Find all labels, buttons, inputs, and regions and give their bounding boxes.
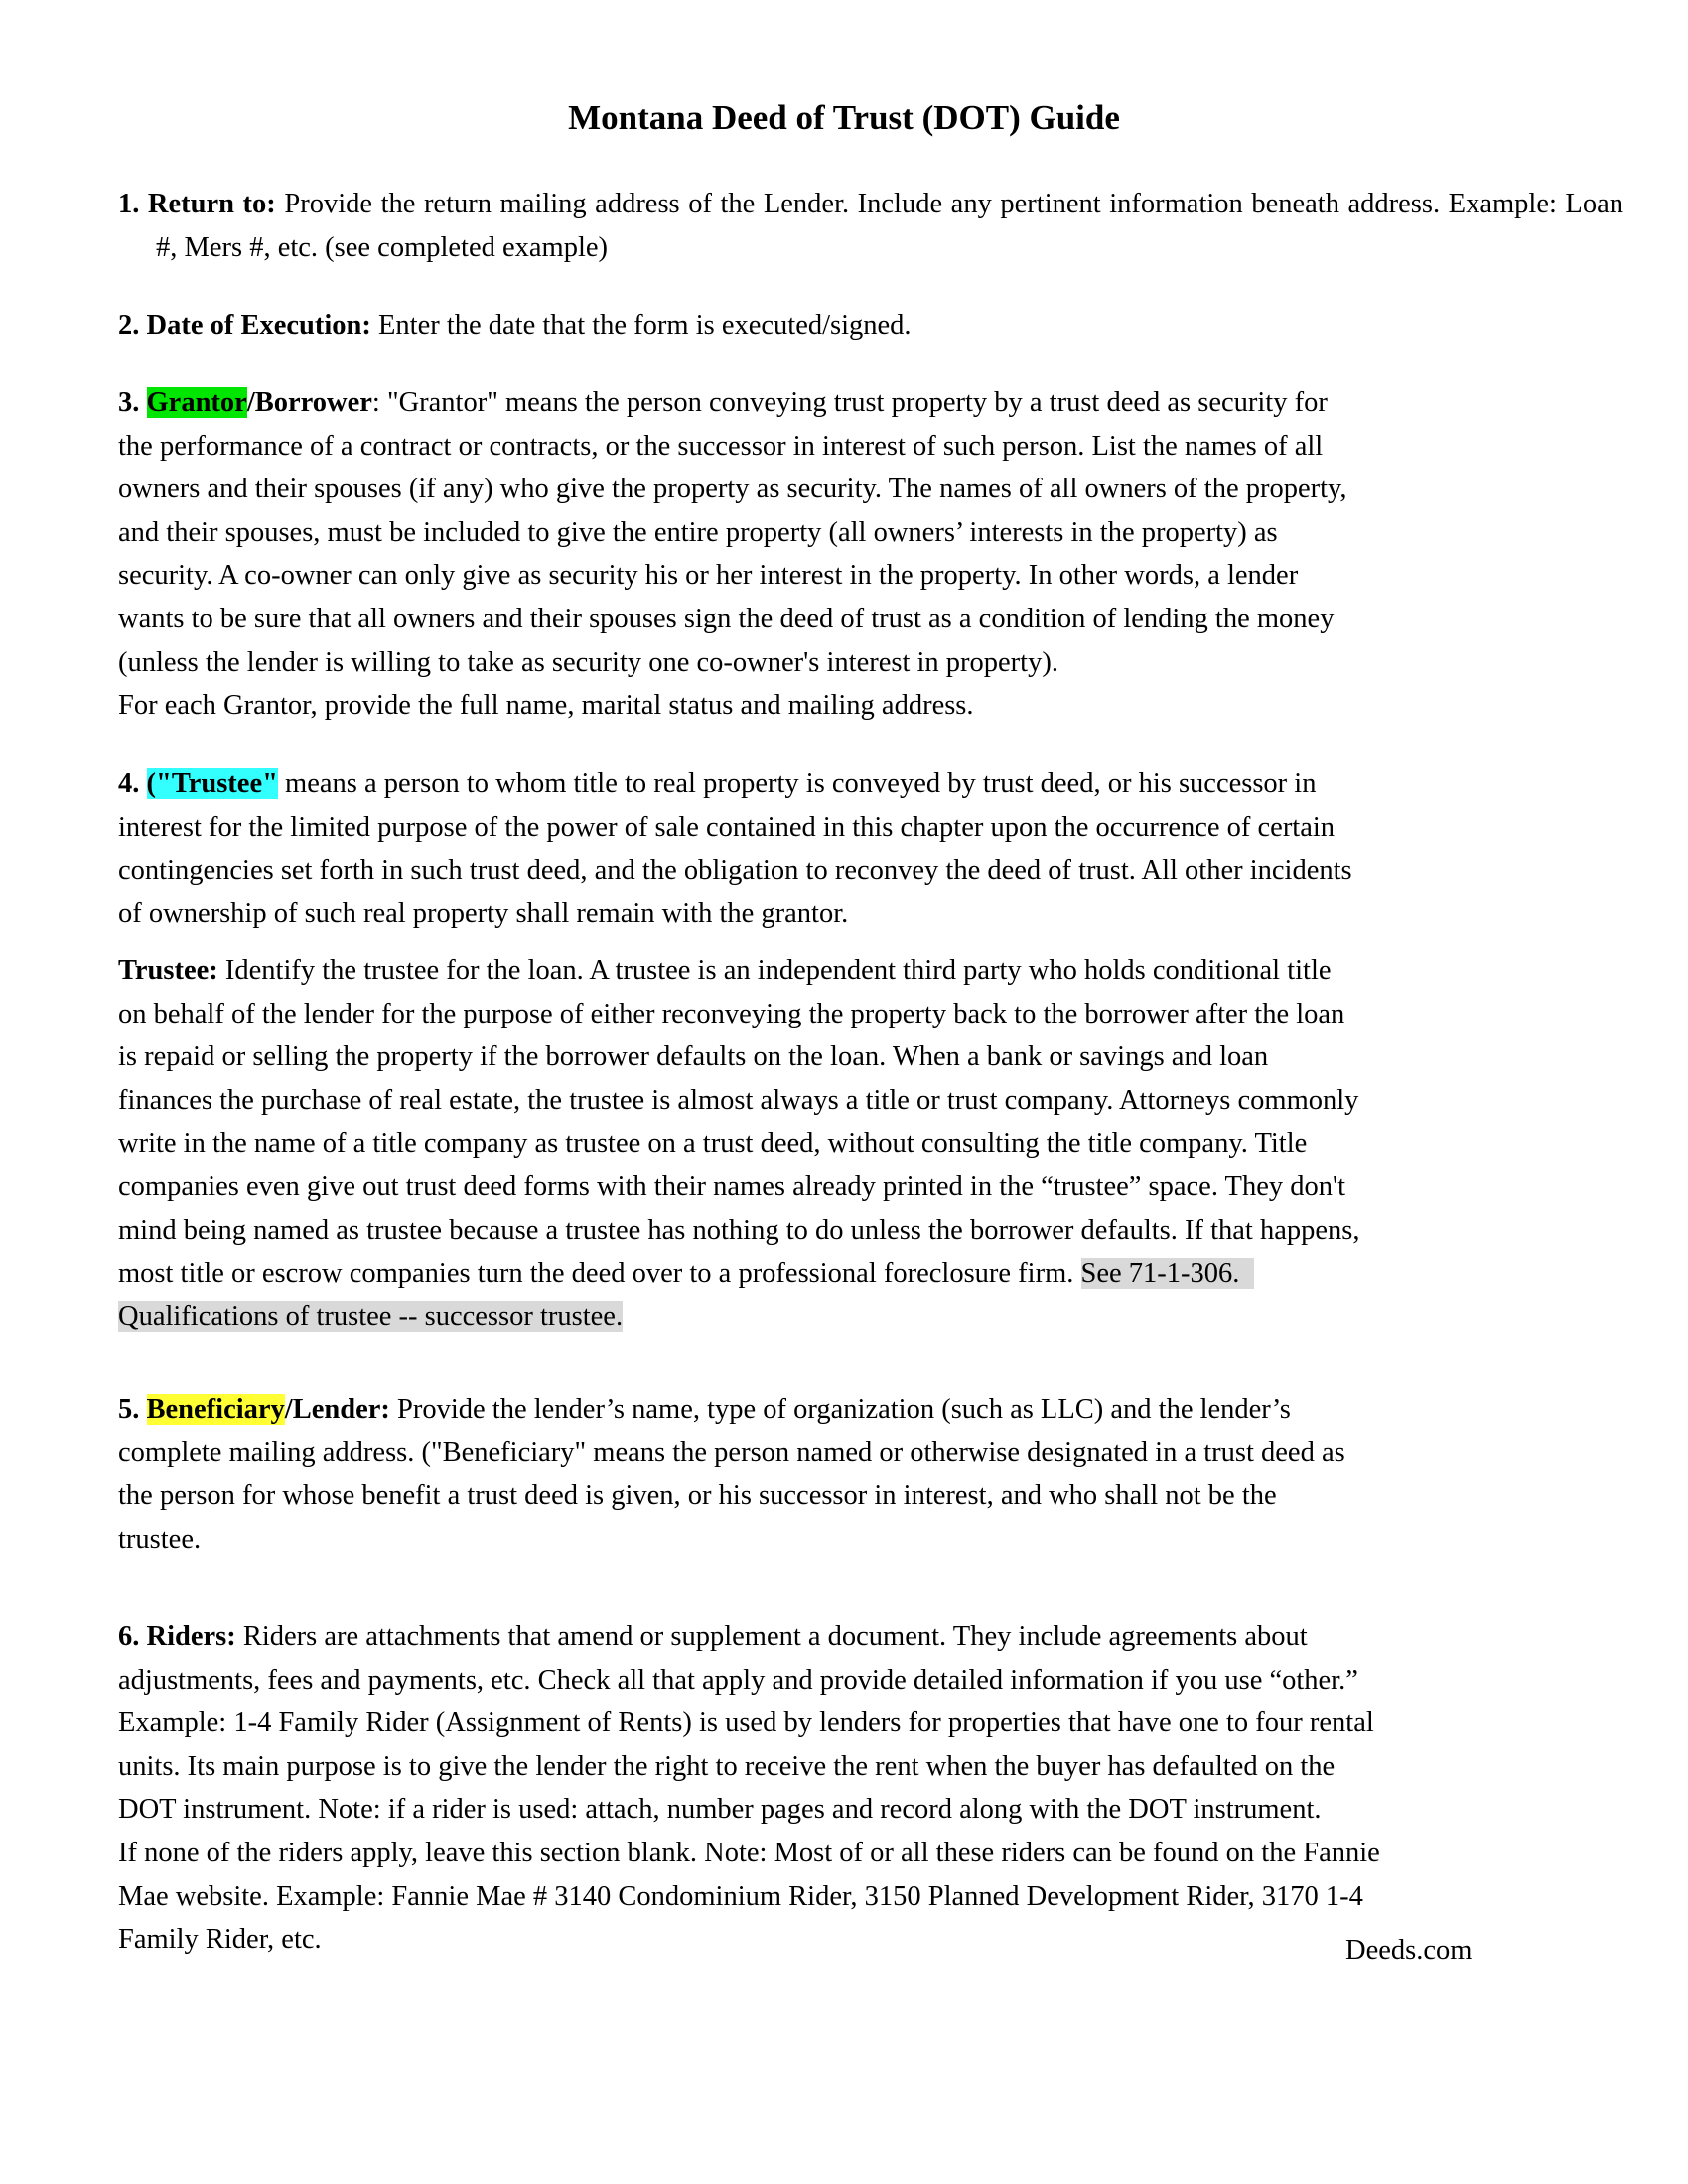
text-line: : "Grantor" means the person conveying trust property by a trust deed as security for <box>371 387 1328 418</box>
text-line: complete mailing address. ("Beneficiary" means the person named or otherwise designated in a trust deed as <box>118 1436 1345 1468</box>
text-line: Example: 1-4 Family Rider (Assignment of Rents) is used by lenders for properties that have one to four rental <box>118 1707 1374 1739</box>
grantor-highlight: Grantor <box>146 387 247 418</box>
text-line: finances the purchase of real estate, the trustee is almost always a title or trust company. Attorneys commonly <box>118 1084 1359 1116</box>
text-line: For each Grantor, provide the full name, marital status and mailing address. <box>118 690 974 722</box>
section-label: Trustee: <box>118 955 218 986</box>
text-line: units. Its main purpose is to give the lender the right to receive the rent when the buyer has defaulted on the <box>118 1750 1336 1782</box>
footer-brand: Deeds.com <box>1345 1935 1473 1966</box>
beneficiary-highlight: Beneficiary <box>146 1394 285 1425</box>
section-number: 5. <box>118 1394 147 1425</box>
text-line: of ownership of such real property shall remain with the grantor. <box>118 897 849 929</box>
text-line: security. A co-owner can only give as security his or her interest in the property. In other words, a lender <box>118 560 1299 592</box>
text-line: most title or escrow companies turn the deed over to a professional foreclosure firm. <box>118 1258 1081 1290</box>
section-grantor <box>118 381 1588 728</box>
section-beneficiary <box>118 1388 1588 1561</box>
text-line: If none of the riders apply, leave this section blank. Note: Most of or all these riders can be found on the Fannie <box>118 1837 1380 1868</box>
section-label: 6. Riders: <box>118 1621 236 1652</box>
section-label: /Borrower <box>246 387 372 418</box>
text-line: the person for whose benefit a trust deed is given, or his successor in interest, and who shall not be the <box>118 1480 1277 1512</box>
text-line: Identify the trustee for the loan. A trustee is an independent third party who holds conditional title <box>217 955 1332 986</box>
section-number: 4. <box>118 768 147 799</box>
text-line: trustee. <box>118 1523 202 1555</box>
text-line: mind being named as trustee because a trustee has nothing to do unless the borrower defaults. If that happens, <box>118 1214 1360 1246</box>
section-trustee-guidance <box>118 949 1588 1338</box>
text-line: Provide the lender’s name, type of organization (such as LLC) and the lender’s <box>389 1394 1291 1425</box>
text-line: Riders are attachments that amend or supplement a document. They include agreements about <box>235 1621 1308 1652</box>
text-line: interest for the limited purpose of the power of sale contained in this chapter upon the occurrence of certain <box>118 811 1336 843</box>
section-label: 1. Return to: <box>118 189 276 219</box>
text-line: (unless the lender is willing to take as security one co-owner's interest in property). <box>118 646 1058 678</box>
trustee-highlight: ("Trustee" <box>146 768 278 799</box>
text-line: means a person to whom title to real property is conveyed by trust deed, or his successor in <box>277 768 1317 799</box>
section-text: Enter the date that the form is executed/signed. <box>370 310 912 341</box>
text-line: write in the name of a title company as trustee on a trust deed, without consulting the title company. Title <box>118 1128 1308 1160</box>
text-line: Family Rider, etc. <box>118 1924 322 1956</box>
section-text: Provide the return mailing address of the Lender. Include any pertinent information beneath address. Example: Loan #, Mers #, etc. (see completed example) <box>156 189 1623 263</box>
section-label: 2. Date of Execution: <box>118 310 371 341</box>
text-line: DOT instrument. Note: if a rider is used: attach, number pages and record along with the DOT instrument. <box>118 1794 1322 1826</box>
statute-reference-title: Qualifications of trustee -- successor trustee. <box>118 1300 624 1332</box>
text-line: and their spouses, must be included to give the entire property (all owners’ interests in the property) as <box>118 516 1278 548</box>
section-trustee-definition <box>118 762 1588 935</box>
text-line: is repaid or selling the property if the borrower defaults on the loan. When a bank or savings and loan <box>118 1041 1269 1073</box>
text-line: on behalf of the lender for the purpose of either reconveying the property back to the borrower after the loan <box>118 998 1345 1029</box>
section-riders <box>118 1615 1588 1962</box>
text-line: wants to be sure that all owners and their spouses sign the deed of trust as a condition of lending the money <box>118 603 1335 634</box>
text-line: adjustments, fees and payments, etc. Check all that apply and provide detailed information if you use “other.” <box>118 1664 1358 1696</box>
text-line: the performance of a contract or contracts, or the successor in interest of such person. List the names of all <box>118 430 1324 462</box>
section-label: /Lender: <box>284 1394 390 1425</box>
text-line: contingencies set forth in such trust deed, and the obligation to reconvey the deed of trust. All other incidents <box>118 855 1352 887</box>
page-title: Montana Deed of Trust (DOT) Guide <box>568 98 1120 137</box>
section-date-of-execution <box>118 304 1568 347</box>
text-line: owners and their spouses (if any) who give the property as security. The names of all owners of the property, <box>118 474 1347 505</box>
section-number: 3. <box>118 387 147 418</box>
section-return-to <box>118 183 1623 269</box>
text-line: companies even give out trust deed forms with their names already printed in the “trustee” space. They don't <box>118 1170 1346 1202</box>
text-line: Mae website. Example: Fannie Mae # 3140 Condominium Rider, 3150 Planned Development Rider, 3170 1-4 <box>118 1880 1363 1912</box>
statute-reference: See 71-1-306. <box>1080 1258 1254 1290</box>
